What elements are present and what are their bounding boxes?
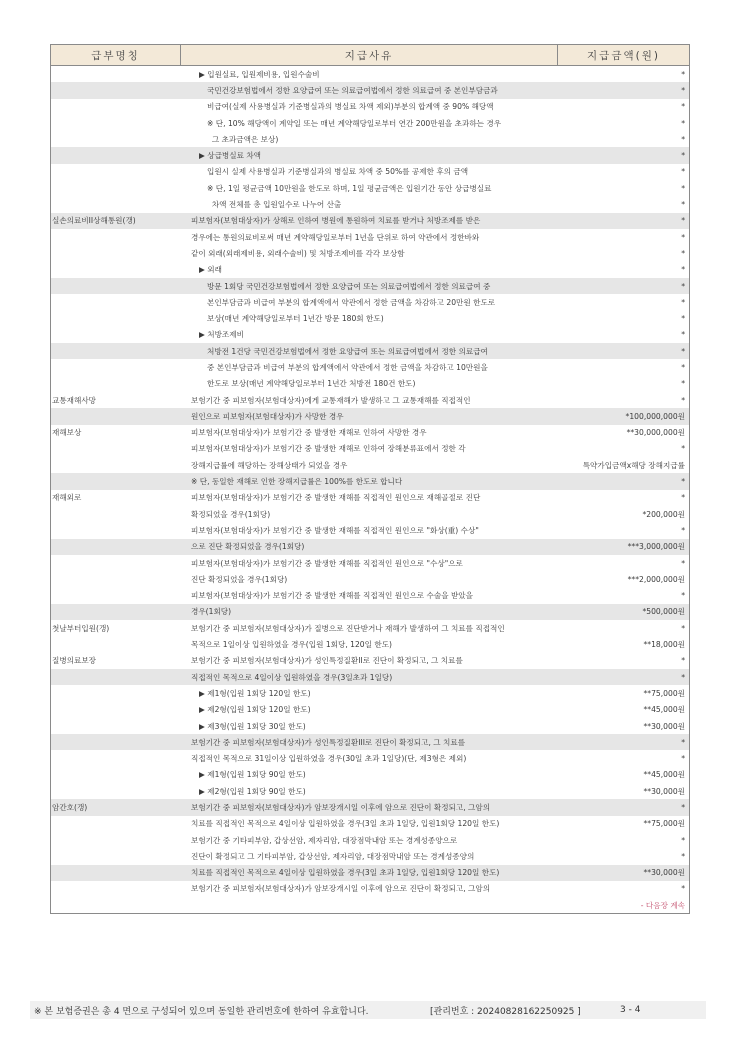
payment-reason-cell: 본인부담금과 비급여 부분의 합계액에서 약관에서 정한 금액을 차감하고 20만원 한도로	[207, 297, 496, 307]
payment-reason-cell: ▶ 제1형(입원 1회당 90일 한도)	[199, 770, 306, 780]
payment-amount-cell: ***2,000,000원	[627, 574, 685, 584]
table-row	[51, 408, 689, 424]
table-row	[51, 490, 689, 506]
table-row	[51, 832, 689, 848]
payment-reason-cell: 보험기간 중 피보험자(보험대상자)가 성인특정질환II로 진단이 확정되고, 그 치료를	[191, 656, 463, 666]
table-row	[51, 799, 689, 815]
table-row	[51, 718, 689, 734]
payment-reason-cell: 직접적인 목적으로 31일이상 입원하였을 경우(30일 초과 1일당)(단, 제3형은 제외)	[191, 754, 467, 764]
payment-amount-cell: ***3,000,000원	[627, 542, 685, 552]
payment-reason-cell: 피보험자(보험대상자)가 보험기간 중 발생한 재해로 인하여 사망한 경우	[191, 428, 427, 438]
benefit-name-cell: 재해보상	[52, 428, 82, 438]
table-row	[51, 278, 689, 294]
payment-amount-cell: *	[681, 851, 685, 861]
payment-amount-cell: *	[681, 346, 685, 356]
payment-reason-cell: 으로 진단 확정되었을 경우(1회당)	[191, 542, 305, 552]
payment-amount-cell: *	[681, 183, 685, 193]
payment-amount-cell: *	[681, 216, 685, 226]
payment-reason-cell: 경우에는 통원의료비로써 매년 계약해당일로부터 1년을 단위로 하여 약관에서 정한바와	[191, 232, 480, 242]
table-row	[51, 196, 689, 212]
table-row	[51, 392, 689, 408]
payment-amount-cell: *	[681, 835, 685, 845]
table-row	[51, 164, 689, 180]
continued-note: - 다음장 계속	[640, 900, 685, 910]
payment-reason-cell: 피보험자(보험대상자)가 보험기간 중 발생한 재해를 직접적인 원인으로 "화상(重) 수상"	[191, 525, 479, 535]
payment-amount-cell: *	[681, 151, 685, 161]
table-row	[51, 750, 689, 766]
payment-reason-cell: 방문 1회당 국민건강보험법에서 정한 요양급여 또는 의료급여법에서 정한 의료급여 중	[207, 281, 491, 291]
payment-amount-cell: *	[681, 591, 685, 601]
payment-reason-cell: 보험기간 중 피보험자(보험대상자)에게 교통재해가 발생하고 그 교통재해를 직접적인	[191, 395, 471, 405]
page-number: 3 - 4	[620, 1005, 641, 1015]
payment-amount-cell: *100,000,000원	[625, 411, 685, 421]
management-number: [관리번호 : 20240828162250925 ]	[430, 1006, 581, 1017]
payment-amount-cell: *	[681, 69, 685, 79]
table-row	[51, 539, 689, 555]
payment-amount-cell: **30,000원	[643, 786, 685, 796]
header-benefit-name: 급부명칭	[51, 45, 181, 65]
payment-reason-cell: 진단이 확정되고 그 기타피부암, 갑상선암, 제자리암, 대장점막내암 또는 경계성종양의	[191, 851, 475, 861]
payment-amount-cell: *	[681, 248, 685, 258]
table-row	[51, 783, 689, 799]
table-row	[51, 343, 689, 359]
payment-amount-cell: *200,000원	[642, 509, 685, 519]
payment-reason-cell: 피보험자(보험대상자)가 보험기간 중 발생한 재해를 직접적인 원인으로 재해골절로 진단	[191, 493, 481, 503]
table-row	[51, 66, 689, 82]
payment-amount-cell: *	[681, 623, 685, 633]
payment-reason-cell: ▶ 제3형(입원 1회당 30일 한도)	[199, 721, 306, 731]
table-row	[51, 245, 689, 261]
footer-note: ※ 본 보험증권은 총 4 면으로 구성되어 있으며 동일한 관리번호에 한하여 유효합니다.	[34, 1006, 369, 1017]
payment-amount-cell: **18,000원	[643, 640, 685, 650]
payment-amount-cell: *	[681, 118, 685, 128]
table-row	[51, 702, 689, 718]
payment-amount-cell: **75,000원	[643, 688, 685, 698]
payment-amount-cell: *	[681, 330, 685, 340]
table-row	[51, 213, 689, 229]
table-row	[51, 571, 689, 587]
payment-amount-cell: *	[681, 525, 685, 535]
payment-reason-cell: 보험기간 중 피보험자(보험대상자)가 질병으로 진단받거나 재해가 발생하여 그 치료를 직접적인	[191, 623, 505, 633]
payment-amount-cell: 특약가입금액x해당 장해지급률	[582, 460, 685, 470]
payment-amount-cell: *	[681, 737, 685, 747]
payment-amount-cell: *	[681, 379, 685, 389]
payment-reason-cell: ▶ 제1형(입원 1회당 120일 한도)	[199, 688, 311, 698]
payment-amount-cell: *	[681, 232, 685, 242]
payment-amount-cell: *	[681, 656, 685, 666]
payment-amount-cell: *500,000원	[642, 607, 685, 617]
payment-reason-cell: 경우(1회당)	[191, 607, 232, 617]
payment-reason-cell: 보험기간 중 기타피부암, 갑상선암, 제자리암, 대장점막내암 또는 경계성종양으로	[191, 835, 458, 845]
payment-reason-cell: 피보험자(보험대상자)가 보험기간 중 발생한 재해를 직접적인 원인으로 수술을 받았을	[191, 591, 473, 601]
benefit-name-cell: 재해외로	[52, 493, 82, 503]
payment-reason-cell: 직접적인 목적으로 4일이상 입원하였을 경우(3일초과 1일당)	[191, 672, 393, 682]
payment-reason-cell: 보험기간 중 피보험자(보험대상자)가 암보장개시일 이후에 암으로 진단이 확정되고, 그암의	[191, 803, 491, 812]
payment-reason-cell: 보상(매년 계약해당일로부터 1년간 방문 180회 한도)	[207, 314, 384, 324]
payment-reason-cell: 원인으로 피보험자(보험대상자)가 사망한 경우	[191, 411, 344, 421]
payment-amount-cell: *	[681, 493, 685, 503]
benefit-name-cell: 교통재해사망	[52, 395, 97, 405]
payment-reason-cell: 입원시 실제 사용병실과 기준병실과의 병실료 차액 중 50%를 공제한 후의 금액	[207, 167, 469, 177]
payment-amount-cell: **30,000원	[643, 721, 685, 731]
table-row	[51, 555, 689, 571]
payment-amount-cell: *	[681, 281, 685, 291]
table-row	[51, 473, 689, 489]
table-row	[51, 588, 689, 604]
payment-amount-cell: *	[681, 297, 685, 307]
payment-amount-cell: *	[681, 314, 685, 324]
payment-reason-cell: 보험기간 중 피보험자(보험대상자)가 암보장개시일 이후에 암으로 진단이 확정되고, 그암의	[191, 884, 491, 894]
table-row	[51, 767, 689, 783]
table-row	[51, 147, 689, 163]
payment-reason-cell: 보험기간 중 피보험자(보험대상자)가 성인특정질환III로 진단이 확정되고, 그 치료를	[191, 737, 466, 747]
table-row	[51, 425, 689, 441]
payment-amount-cell: *	[681, 134, 685, 144]
payment-amount-cell: **30,000,000원	[626, 428, 685, 438]
payment-reason-cell: 한도로 보상(매년 계약해당일로부터 1년간 처방전 180건 한도)	[207, 379, 416, 389]
payment-reason-cell: ▶ 외래	[199, 265, 222, 275]
continued-row	[51, 897, 689, 913]
payment-reason-cell: 피보험자(보험대상자)가 보험기간 중 발생한 재해를 직접적인 원인으로 "수상"으로	[191, 558, 463, 568]
payment-reason-cell: ▶ 제2형(입원 1회당 120일 한도)	[199, 705, 311, 715]
payment-reason-cell: 차액 전체를 총 입원일수로 나누어 산출	[207, 200, 342, 210]
payment-reason-cell: 치료를 직접적인 목적으로 4일이상 입원하였을 경우(3일 초과 1일당, 입원1회당 120일 한도)	[191, 819, 500, 829]
payment-amount-cell: *	[681, 558, 685, 568]
payment-amount-cell: *	[681, 167, 685, 177]
header-payment-reason: 지급사유	[181, 45, 558, 65]
coverage-table	[50, 44, 690, 914]
payment-reason-cell: 피보험자(보험대상자)가 보험기간 중 발생한 재해로 인하여 장해분류표에서 정한 각	[191, 444, 466, 454]
payment-reason-cell: ※ 단, 1일 평균금액 10만원을 한도로 하며, 1일 평균금액은 입원기간 동안 상급병실료	[207, 183, 492, 193]
payment-reason-cell: ▶ 제2형(입원 1회당 90일 한도)	[199, 786, 306, 796]
table-row	[51, 82, 689, 98]
table-row	[51, 99, 689, 115]
payment-amount-cell: *	[681, 803, 685, 812]
table-row	[51, 457, 689, 473]
payment-reason-cell: 비급여(실제 사용병실과 기준병실과의 병실료 차액 제외)부분의 합계액 중 90% 해당액	[207, 102, 494, 112]
payment-amount-cell: *	[681, 884, 685, 894]
table-row	[51, 604, 689, 620]
table-header	[51, 45, 689, 66]
payment-amount-cell: *	[681, 265, 685, 275]
payment-reason-cell: 피보험자(보험대상자)가 상해로 인하여 병원에 통원하여 치료를 받거나 처방조제를 받은	[191, 216, 481, 226]
payment-amount-cell: *	[681, 362, 685, 372]
page-footer	[30, 1001, 706, 1019]
payment-reason-cell: 국민건강보험법에서 정한 요양급여 또는 의료급여법에서 정한 의료급여 중 본인부담금과	[207, 85, 498, 95]
table-row	[51, 669, 689, 685]
table-row	[51, 376, 689, 392]
payment-reason-cell: 목적으로 1일이상 입원하였을 경우(입원 1회당, 120일 한도)	[191, 640, 393, 650]
table-row	[51, 131, 689, 147]
table-row	[51, 229, 689, 245]
payment-reason-cell: 그 초과금액은 보상)	[207, 134, 279, 144]
payment-amount-cell: *	[681, 477, 685, 487]
payment-reason-cell: 장해지급률에 해당하는 장해상태가 되었을 경우	[191, 460, 348, 470]
table-row	[51, 294, 689, 310]
benefit-name-cell: 첫날부터입원(갱)	[52, 623, 110, 633]
payment-amount-cell: *	[681, 200, 685, 210]
table-row	[51, 865, 689, 881]
payment-amount-cell: *	[681, 85, 685, 95]
payment-amount-cell: *	[681, 395, 685, 405]
payment-reason-cell: ※ 단, 10% 해당액이 계약일 또는 매년 계약해당일로부터 연간 200만원을 초과하는 경우	[207, 118, 502, 128]
payment-reason-cell: ▶ 처방조제비	[199, 330, 244, 340]
payment-amount-cell: **45,000원	[643, 770, 685, 780]
benefit-name-cell: 암간호(갱)	[52, 803, 88, 812]
payment-reason-cell: ※ 단, 동일한 재해로 인한 장해지급률은 100%를 한도로 합니다	[191, 477, 403, 487]
payment-reason-cell: 중 본인부담금과 비급여 부분의 합계액에서 약관에서 정한 금액을 차감하고 10만원을	[207, 362, 488, 372]
payment-amount-cell: *	[681, 444, 685, 454]
payment-amount-cell: **75,000원	[643, 819, 685, 829]
table-row	[51, 816, 689, 832]
payment-amount-cell: **30,000원	[643, 868, 685, 878]
payment-amount-cell: *	[681, 102, 685, 112]
payment-reason-cell: 처방전 1건당 국민건강보험법에서 정한 요양급여 또는 의료급여법에서 정한 의료급여	[207, 346, 488, 356]
table-body	[51, 66, 689, 897]
benefit-name-cell: 질병의료보장	[52, 656, 97, 666]
table-row	[51, 180, 689, 196]
payment-reason-cell: 치료를 직접적인 목적으로 4일이상 입원하였을 경우(3일 초과 1일당, 입원1회당 120일 한도)	[191, 868, 500, 878]
table-row	[51, 636, 689, 652]
table-row	[51, 620, 689, 636]
table-row	[51, 310, 689, 326]
table-row	[51, 522, 689, 538]
table-row	[51, 848, 689, 864]
table-row	[51, 685, 689, 701]
table-row	[51, 653, 689, 669]
table-row	[51, 327, 689, 343]
payment-reason-cell: 같이 외래(외래제비용, 외래수술비) 및 처방조제비를 각각 보상함	[191, 248, 405, 258]
benefit-name-cell: 실손의료비II상해통원(갱)	[52, 216, 136, 226]
header-payment-amount: 지급금액(원)	[587, 49, 660, 62]
table-row	[51, 441, 689, 457]
table-row	[51, 734, 689, 750]
table-row	[51, 115, 689, 131]
table-row	[51, 262, 689, 278]
payment-reason-cell: ▶ 상급병실료 차액	[199, 151, 262, 161]
payment-reason-cell: 확정되었을 경우(1회당)	[191, 509, 271, 519]
table-row	[51, 881, 689, 897]
payment-reason-cell: ▶ 입원실료, 입원제비용, 입원수술비	[199, 69, 320, 79]
payment-amount-cell: **45,000원	[643, 705, 685, 715]
payment-amount-cell: *	[681, 754, 685, 764]
table-row	[51, 506, 689, 522]
payment-reason-cell: 진단 확정되었을 경우(1회당)	[191, 574, 288, 584]
payment-amount-cell: *	[681, 672, 685, 682]
table-row	[51, 359, 689, 375]
